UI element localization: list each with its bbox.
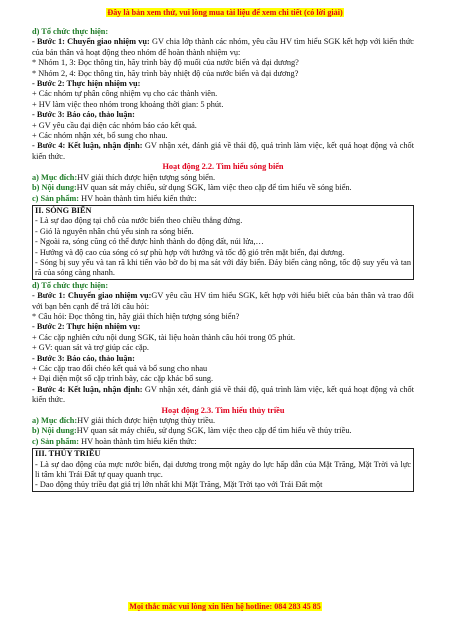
preview-banner-text: Đây là bản xem thử, vui lòng mua tài liệu để xem chi tiết (có lời giải) bbox=[107, 8, 343, 17]
sec1-group2: * Nhóm 2, 4: Đọc thông tin, hãy trình bày nhiệt độ của nước biển và đại dương? bbox=[32, 68, 299, 78]
act23-content-label: b) Nội dung: bbox=[32, 426, 77, 436]
sec2-step4-label: - Bước 4: Kết luận, nhận định: bbox=[32, 384, 143, 394]
act22-product-label: c) Sản phẩm: bbox=[32, 193, 80, 203]
sec1-heading: d) Tổ chức thực hiện: bbox=[32, 27, 109, 36]
sec1-step3-b: + Các nhóm nhận xét, bổ sung cho nhau. bbox=[32, 131, 168, 141]
activity-2-3-title: Hoạt động 2.3. Tìm hiểu thủy triều bbox=[161, 405, 285, 415]
sec2-step2-a: + Các cặp nghiên cứu nội dung SGK, tài liệu hoàn thành câu hỏi trong 05 phút. bbox=[32, 332, 296, 342]
box-tides-line1: - Là sự dao động của mực nước biển, đại dương trong một ngày do lực hấp dẫn của Mặt Trăng, Mặt Trời và lực li tâm khi Trái Đất tự quay quanh trục. bbox=[35, 459, 411, 480]
sec1-step4-label: - Bước 4: Kết luận, nhận định: bbox=[32, 141, 143, 151]
knowledge-box-waves bbox=[32, 205, 414, 280]
act23-content-text: HV quan sát máy chiếu, sử dụng SGK, làm việc theo cặp để tìm hiểu về thủy triều. bbox=[76, 426, 352, 436]
activity-2-2-title: Hoạt động 2.2. Tìm hiểu sóng biển bbox=[162, 162, 284, 172]
box-waves-line3: - Ngoài ra, sóng cũng có thể được hình thành do động đất, núi lửa,… bbox=[35, 237, 264, 247]
sec1-step4 bbox=[32, 141, 414, 162]
sec2-step1-label: - Bước 1: Chuyển giao nhiệm vụ: bbox=[32, 291, 152, 301]
knowledge-box-tides bbox=[32, 448, 414, 492]
act22-content-label: b) Nội dung: bbox=[32, 183, 77, 193]
sec1-step3-a: + GV yêu cầu đại diện các nhóm báo cáo kết quả. bbox=[32, 120, 197, 130]
act23-product-text: HV hoàn thành tìm hiểu kiến thức: bbox=[79, 436, 197, 446]
sec2-heading: d) Tổ chức thực hiện: bbox=[32, 280, 109, 290]
sec1-step1-text: GV chia lớp thành các nhóm, yêu cầu HV tìm hiểu SGK kết hợp với kiến thức của bản thân và hoạt động theo nhóm để hoàn thành nhiệm vụ: bbox=[32, 37, 414, 57]
act23-purpose-text: HV giải thích được hiện tượng thủy triều. bbox=[77, 416, 216, 426]
act22-product bbox=[32, 194, 414, 204]
sec1-step2-b: + HV làm việc theo nhóm trong khoảng thời gian: 5 phút. bbox=[32, 99, 224, 109]
box-tides-title: III. THỦY TRIỀU bbox=[35, 449, 101, 459]
sec1-step1 bbox=[32, 37, 414, 58]
sec1-step1-label: - Bước 1: Chuyển giao nhiệm vụ: bbox=[32, 37, 150, 47]
sec2-step3-b: + Đại diện một số cặp trình bày, các cặp khác bổ sung. bbox=[32, 374, 214, 384]
act22-content-text: HV quan sát máy chiếu, sử dụng SGK, làm việc theo cặp để tìm hiểu về sóng biển. bbox=[76, 183, 352, 193]
box-waves-line5: - Sóng bị suy yếu và tan rã khi tiến vào bờ do bị ma sát với đáy biển. Đáy biển càng nông, tốc độ suy yếu và tan rã của sóng càng nhanh. bbox=[35, 257, 411, 278]
hotline-footer bbox=[0, 602, 450, 612]
sec2-step3-a: + Các cặp trao đổi chéo kết quả và bổ sung cho nhau bbox=[32, 364, 208, 373]
box-waves-title: II. SÓNG BIỂN bbox=[35, 205, 92, 215]
sec2-step3-label: - Bước 3: Báo cáo, thảo luận: bbox=[32, 353, 135, 363]
act23-purpose bbox=[32, 416, 414, 426]
box-waves-line4: - Hướng và độ cao của sóng có sự phù hợp với hướng và tốc độ gió trên mặt biển, đại dương. bbox=[35, 247, 345, 257]
sec2-step1 bbox=[32, 291, 414, 312]
act22-purpose-label: a) Mục đích: bbox=[32, 172, 78, 182]
sec2-step4 bbox=[32, 385, 414, 406]
hotline-footer-text: Mọi thắc mắc vui lòng xin liên hệ hotline: 084 283 45 85 bbox=[129, 602, 321, 611]
act22-purpose-text: HV giải thích được hiện tượng sóng biển. bbox=[77, 172, 216, 182]
box-waves-line2: - Gió là nguyên nhân chủ yếu sinh ra sóng biển. bbox=[35, 226, 194, 236]
act23-product bbox=[32, 437, 414, 447]
sec2-question: * Câu hỏi: Đọc thông tin, hãy giải thích hiện tượng sóng biển? bbox=[32, 311, 240, 321]
sec1-step3-label: - Bước 3: Báo cáo, thảo luận: bbox=[32, 110, 135, 120]
sec1-group1: * Nhóm 1, 3: Đọc thông tin, hãy trình bày độ muối của nước biển và đại dương? bbox=[32, 58, 299, 68]
sec2-step1-text: GV yêu cầu HV tìm hiểu SGK, kết hợp với hiểu biết của bản thân và trao đổi với bạn bên cạnh để trả lời câu hỏi: bbox=[32, 291, 414, 311]
sec2-step4-text: GV nhận xét, đánh giá về thái độ, quá trình làm việc, kết quả hoạt động và chốt kiến thức. bbox=[32, 384, 415, 405]
document-body bbox=[32, 27, 414, 493]
act22-product-text: HV hoàn thành tìm hiểu kiến thức: bbox=[79, 193, 197, 203]
act23-content bbox=[32, 426, 414, 436]
sec2-step2-label: - Bước 2: Thực hiện nhiệm vụ: bbox=[32, 322, 141, 332]
sec1-step2-a: + Các nhóm tự phân công nhiệm vụ cho các thành viên. bbox=[32, 89, 218, 99]
act23-product-label: c) Sản phẩm: bbox=[32, 436, 80, 446]
sec2-step2-b: + GV: quan sát và trợ giúp các cặp. bbox=[32, 343, 149, 353]
preview-banner bbox=[0, 8, 450, 18]
sec1-step2-label: - Bước 2: Thực hiện nhiệm vụ: bbox=[32, 79, 141, 89]
act22-content bbox=[32, 183, 414, 193]
box-waves-line1: - Là sự dao động tại chỗ của nước biển theo chiều thẳng đứng. bbox=[35, 216, 243, 226]
act22-purpose bbox=[32, 173, 414, 183]
box-tides-line2: - Dao động thủy triều đạt giá trị lớn nhất khi Mặt Trăng, Mặt Trời tạo với Trái Đất một bbox=[35, 480, 323, 490]
sec1-step4-text: GV nhận xét, đánh giá về thái độ, quá trình làm việc, kết quả hoạt động và chốt kiến thức. bbox=[32, 141, 415, 161]
act23-purpose-label: a) Mục đích: bbox=[32, 416, 78, 426]
